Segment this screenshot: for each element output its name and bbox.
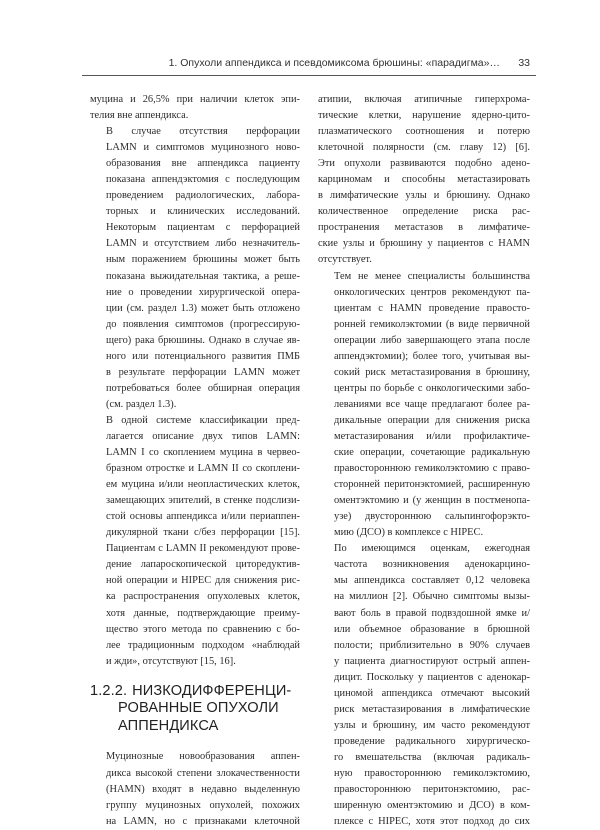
text-line: ции (см. раздел 1.3) может быть отложено (106, 302, 300, 314)
text-line: дицит. Поскольку у пациентов с аденокар- (334, 671, 530, 683)
text-line: леваниями все чаще предлагают более ра- (334, 398, 530, 410)
section-title-line: АППЕНДИКСА (118, 717, 219, 734)
paragraph (90, 124, 300, 413)
paragraph (90, 749, 300, 829)
text-line: клеточной полярности (см. главу 12) [6]. (318, 142, 530, 154)
text-line: или объемное образование в брюшной (334, 623, 530, 635)
text-line: ного или потенциального развития ПМБ (106, 350, 300, 362)
text-line: ские операции, сочетающие радикальную (334, 447, 530, 459)
section-title-line: НИЗКОДИФФЕРЕНЦИ- (132, 682, 292, 699)
section-title-line: РОВАННЫЕ ОПУХОЛИ (118, 700, 279, 717)
paragraph (90, 92, 300, 124)
text-line: хотя данные, подтверждающие преиму- (106, 607, 300, 619)
text-line: в результате перфорации LAMN может (106, 366, 300, 378)
text-line: на LAMN, но с признаками клеточной (106, 815, 300, 827)
text-line: (см. раздел 1.3). (106, 398, 177, 410)
text-line: риск метастазирования в лимфатические (334, 703, 530, 715)
section-heading (90, 683, 300, 736)
text-line: карциномам и способны метастазировать (318, 174, 530, 186)
text-line: Некоторым пациентам с перфорацией (106, 222, 300, 234)
text-line: циномой аппендикса отмечают высокий (334, 687, 530, 699)
text-line: онкологических центров рекомендуют па- (334, 286, 530, 298)
text-line: узе) двустороннюю сальпингофорэкто- (334, 511, 530, 523)
text-line: мию (ДСО) в комплексе с HIPEC. (334, 527, 484, 539)
text-line: образования вне аппендикса пациенту (106, 158, 300, 170)
text-line: сторонней перитонэктомией, расширенную (334, 479, 530, 491)
text-line: дение лапароскопической циторедуктив- (106, 559, 300, 571)
text-line: центры по борьбе с онкологическими забо- (334, 382, 530, 394)
text-line: показана выжидательная тактика, а реше- (106, 270, 300, 282)
text-line: тические клетки, нарушение ядерно-цито- (318, 110, 530, 122)
text-line: го вмешательства (включая радикаль- (334, 751, 530, 763)
text-line: ной операции и HIPEC для снижения рис- (106, 575, 300, 587)
text-line: ным поражением брюшины может быть (106, 254, 300, 266)
text-line: ние о проведении хирургической опера- (106, 286, 300, 298)
text-line: вают боль в правой подвздошной ямке и/ (334, 607, 530, 619)
text-line: дикса высокой степени злокачественности (106, 767, 300, 779)
text-line: аппендэктомии); более того, учитывая вы- (334, 350, 530, 362)
text-line: щество этого метода по сравнению с бо- (106, 623, 300, 635)
text-line: ную правостороннюю гемиколэктомию, (334, 767, 530, 779)
text-line: атипии, включая атипичные гиперхрома- (318, 94, 530, 105)
text-line: муцина и 26,5% при наличии клеток эпи- (90, 94, 300, 105)
text-line: и жди», отсутствуют [15, 16]. (106, 655, 236, 667)
text-line: LAMN и симптомов муцинозного ново- (106, 142, 300, 154)
text-line: сокий риск метастазирования в брюшину, (334, 366, 530, 378)
text-line: ем муцина и/или неопластических клеток, (106, 479, 300, 491)
section-number: 1.2.2. (90, 682, 128, 699)
text-line: узлы и брюшину, им часто рекомендуют (334, 719, 530, 731)
paragraph (318, 269, 530, 542)
text-line: проведение радикального хирургическо- (334, 735, 530, 747)
text-line: Пациентам с LAMN II рекомендуют прове- (106, 543, 300, 555)
text-line: у пациента диагностируют острый аппен- (334, 655, 530, 667)
text-line: Эти опухоли развиваются подобно адено- (318, 158, 530, 170)
text-line: пространения метастазов в лимфатиче- (318, 222, 530, 234)
text-line: показана аппендэктомия с последующим (106, 174, 300, 186)
text-line: LAMN I со скоплением муцина в червео- (106, 447, 300, 459)
page-number: 33 (518, 57, 530, 69)
text-line: количественное определение риска рас- (318, 206, 530, 218)
text-line: ские узлы и брюшину у пациентов с HAMN (318, 238, 530, 250)
text-line: правостороннюю перитонэктомию, рас- (334, 784, 530, 796)
text-line: мы аппендикса составляет 0,12 человека (334, 575, 530, 587)
text-line: операции либо завершающего этапа после (334, 334, 530, 346)
text-line: плексе с HIPEC, хотя этот подход до сих (334, 816, 530, 828)
text-line: щего) рака брюшины. Однако в случае яв- (106, 334, 300, 346)
right-column (318, 92, 530, 830)
page-header (0, 0, 600, 90)
text-line: LAMN и отсутствием либо незначитель- (106, 238, 300, 250)
text-line: на миллион [2]. Обычно симптомы вызы- (334, 591, 530, 603)
paragraph (90, 413, 300, 670)
text-line: циентам с HAMN проведение правосто- (334, 302, 530, 314)
text-line: замещающих эпителий, в стенке подслизи- (106, 495, 300, 507)
text-line: до появления симптомов (прогрессирую- (106, 318, 300, 330)
text-line: В одной системе классификации пред- (106, 414, 300, 426)
text-line: телия вне аппендикса. (90, 110, 189, 122)
text-line: частота возникновения аденокарцино- (334, 559, 530, 571)
text-line: дикальные операции для снижения риска (334, 414, 530, 426)
text-line: ка распространения опухолевых клеток, (106, 591, 300, 603)
text-line: группу муцинозных опухолей, похожих (106, 799, 300, 811)
text-line: Тем не менее специалисты большинства (334, 270, 530, 282)
text-line: (HAMN) входят в недавно выделенную (106, 783, 300, 795)
text-line: лагается описание двух типов LAMN: (106, 430, 300, 442)
paragraph (318, 92, 530, 269)
text-line: бразном отростке и LAMN II со скоплени- (106, 463, 300, 475)
text-line: дикулярной ткани с/без перфорации [15]. (106, 527, 300, 539)
text-line: стой основы аппендикса и/или периаппен- (106, 511, 300, 523)
text-line: в лимфатические узлы и брюшину. Однако (318, 190, 530, 202)
text-line: торных и клинических исследований. (106, 206, 300, 218)
text-line: проведением радиологических, лабора- (106, 190, 300, 202)
text-line: плазматического соотношения и потерю (318, 126, 530, 138)
text-line: оментэктомию и (у женщин в постменопа- (334, 495, 530, 507)
running-title: 1. Опухоли аппендикса и псевдомиксома брюшины: «парадигма»… (168, 57, 500, 69)
text-line: По имеющимся оценкам, ежегодная (334, 543, 530, 555)
text-line: отсутствует. (318, 254, 372, 266)
text-line: В случае отсутствия перфорации (106, 126, 300, 138)
header-rule (82, 75, 536, 76)
left-column (90, 92, 300, 830)
text-line: ширенную оментэктомию и ДСО) в ком- (334, 800, 530, 812)
text-line: ронней гемиколэктомии (в виде первичной (334, 318, 530, 330)
paragraph (318, 541, 530, 830)
section-heading-line (90, 683, 300, 701)
text-line: правостороннюю гемиколэктомию с право- (334, 463, 530, 475)
text-line: Муцинозные новообразования аппен- (106, 751, 300, 763)
text-line: метастазирования и/или профилактиче- (334, 430, 530, 442)
text-line: потребоваться более обширная операция (106, 382, 300, 394)
text-line: полости; приблизительно в 90% случаев (334, 639, 530, 651)
text-line: лее традиционным подходом «наблюдай (106, 639, 300, 651)
